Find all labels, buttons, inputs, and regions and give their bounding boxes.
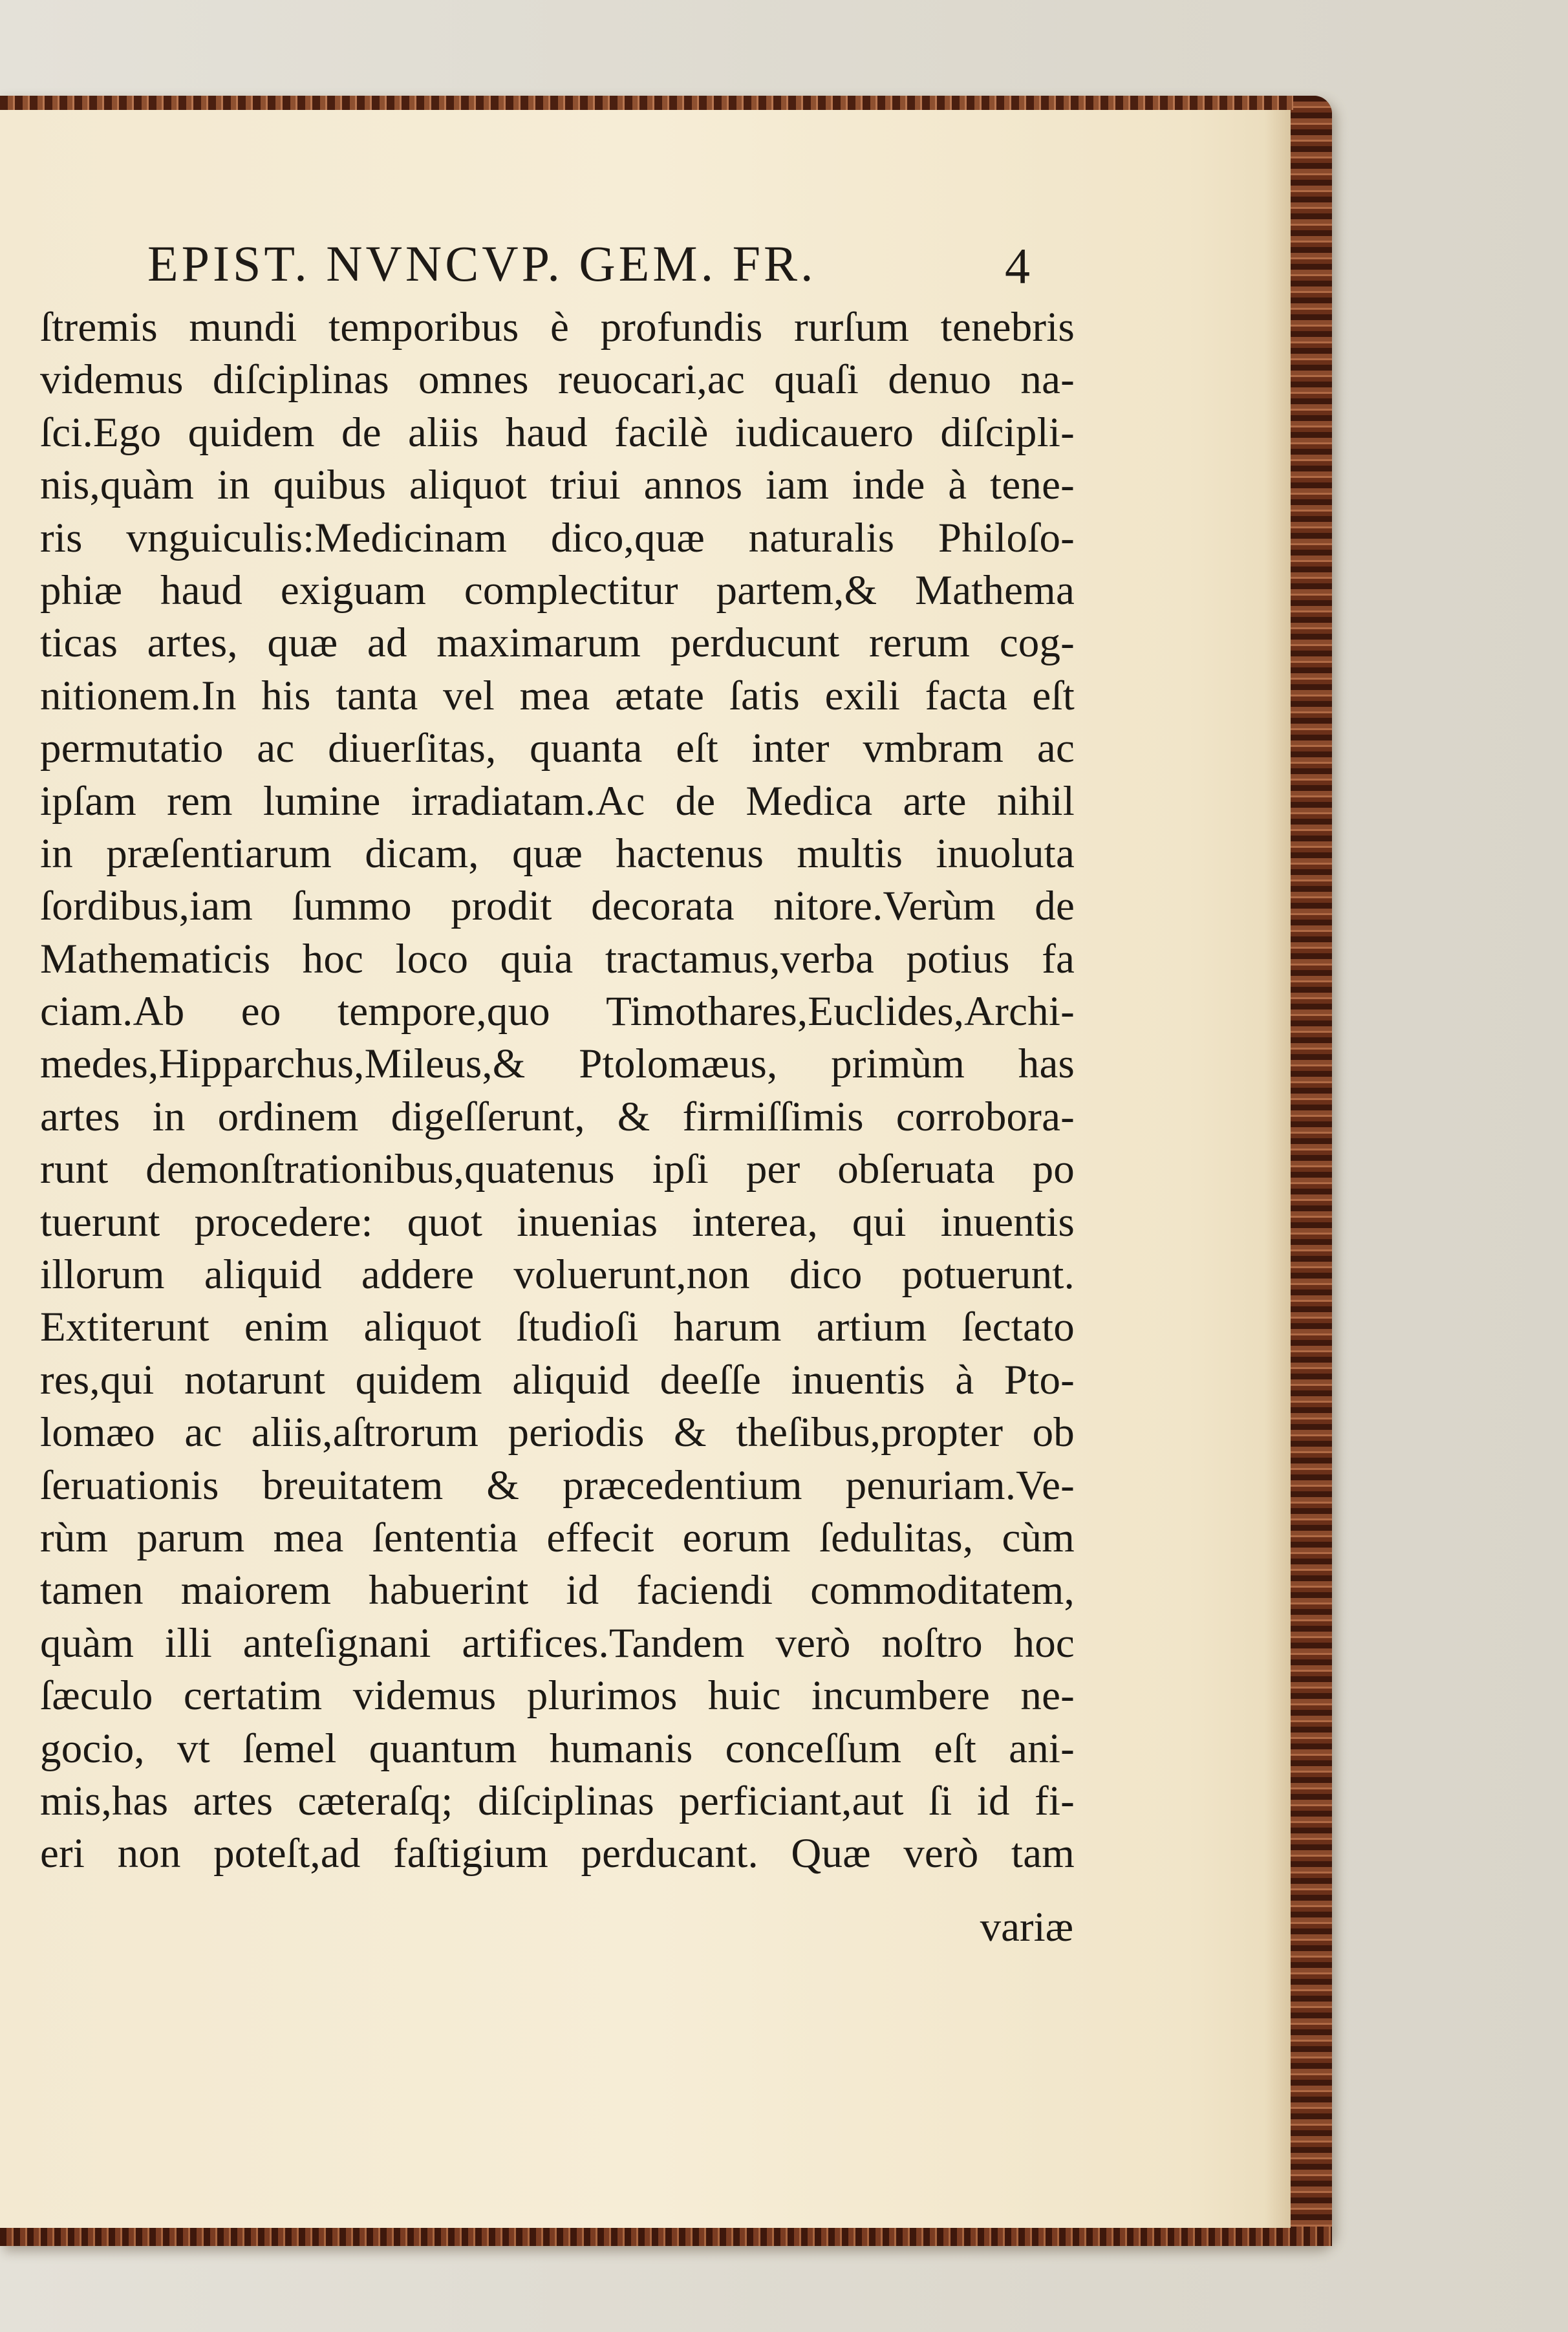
text-line: tuerunt procedere: quot inuenias interea, qui inuentis [40,1198,1075,1246]
text-line: Extiterunt enim aliquot ſtudioſi harum artium ſectato [40,1304,1075,1351]
book-top-edge [0,96,1293,110]
text-line: rùm parum mea ſententia effecit eorum ſedulitas, cùm [40,1514,1075,1561]
text-line: permutatio ac diuerſitas, quanta eſt inter vmbram ac [40,725,1075,772]
text-line: res,qui notarunt quidem aliquid deeſſe inuentis à Pto- [40,1356,1075,1403]
text-line: videmus diſciplinas omnes reuocari,ac quaſi denuo na- [40,356,1075,404]
text-line: ſeruationis breuitatem & præcedentium penuriam.Ve- [40,1462,1075,1509]
text-line: runt demonſtrationibus,quatenus ipſi per obſeruata po [40,1146,1075,1193]
text-line: ciam.Ab eo tempore,quo Timothares,Euclides,Archi- [40,988,1075,1035]
text-line: ticas artes, quæ ad maximarum perducunt rerum cog- [40,620,1075,667]
body-text [40,301,1075,1881]
text-line: medes,Hipparchus,Mileus,& Ptolomæus, primùm has [40,1041,1075,1088]
text-line: ſordibus,iam ſummo prodit decorata nitore.Verùm de [40,883,1075,930]
text-line: lomæo ac aliis,aſtrorum periodis & theſibus,propter ob [40,1409,1075,1456]
text-line: artes in ordinem digeſſerunt, & firmiſſimis corrobora- [40,1093,1075,1140]
catchword: variæ [980,1904,1073,1950]
text-line: ſci.Ego quidem de aliis haud facilè iudicauero diſcipli- [40,409,1075,456]
text-line: ris vnguiculis:Medicinam dico,quæ naturalis Philoſo- [40,514,1075,561]
text-line: ipſam rem lumine irradiatam.Ac de Medica arte nihil [40,777,1075,825]
text-line: eri non poteſt,ad faſtigium perducant. Quæ verò tam [40,1830,1075,1877]
text-line: mis,has artes cæteraſq; diſciplinas perficiant,aut ſi id fi- [40,1777,1075,1824]
text-line: phiæ haud exiguam complectitur partem,& Mathema [40,567,1075,614]
text-line: tamen maiorem habuerint id faciendi commoditatem, [40,1567,1075,1614]
text-line: nis,quàm in quibus aliquot triui annos iam inde à tene- [40,462,1075,509]
running-head: EPIST. NVNCVP. GEM. FR. [147,235,817,292]
text-line: nitionem.In his tanta vel mea ætate ſatis exili facta eſt [40,672,1075,719]
text-line: illorum aliquid addere voluerunt,non dico potuerunt. [40,1251,1075,1299]
page-number: 4 [1005,238,1030,294]
text-line: in præſentiarum dicam, quæ hactenus multis inuoluta [40,830,1075,877]
text-line: ſtremis mundi temporibus è profundis rurſum tenebris [40,304,1075,351]
text-line: Mathematicis hoc loco quia tractamus,verba potius fa [40,935,1075,982]
text-line: quàm illi anteſignani artifices.Tandem verò noſtro hoc [40,1619,1075,1667]
text-line: gocio, vt ſemel quantum humanis conceſſum eſt ani- [40,1725,1075,1772]
text-line: ſæculo certatim videmus plurimos huic incumbere ne- [40,1672,1075,1720]
